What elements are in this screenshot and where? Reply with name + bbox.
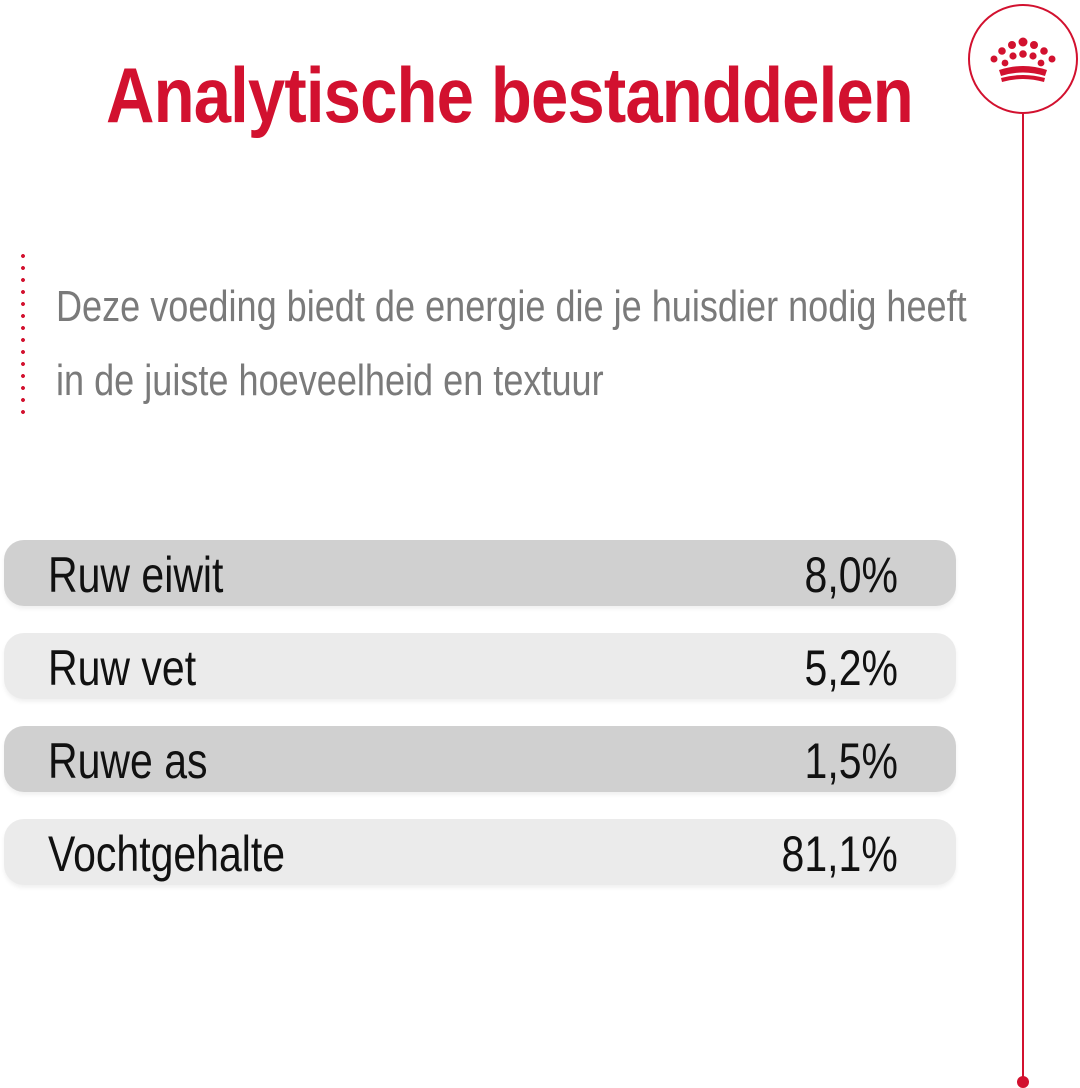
row-value: 1,5%	[804, 733, 898, 789]
intro-text	[56, 270, 974, 418]
analysis-row-moisture	[4, 819, 956, 885]
analysis-table	[4, 540, 956, 912]
intro-line-1: Deze voeding biedt de energie die je huisdier nodig heeft	[56, 282, 967, 331]
dotted-accent-line	[20, 250, 26, 415]
row-label: Ruwe as	[48, 733, 208, 789]
row-value: 81,1%	[781, 826, 898, 882]
analysis-row-ash	[4, 726, 956, 792]
row-value: 5,2%	[804, 640, 898, 696]
line-end-dot	[1017, 1076, 1029, 1088]
page-title: Analytische bestanddelen	[106, 51, 913, 139]
analysis-row-protein	[4, 540, 956, 606]
crown-logo-icon	[983, 36, 1063, 86]
decorative-vertical-line	[1022, 114, 1024, 1082]
row-label: Vochtgehalte	[48, 826, 286, 882]
row-label: Ruw vet	[48, 640, 197, 696]
brand-badge	[968, 4, 1078, 114]
row-value: 8,0%	[804, 547, 898, 603]
row-label: Ruw eiwit	[48, 547, 224, 603]
intro-line-2: in de juiste hoeveelheid en textuur	[56, 356, 604, 405]
analysis-row-fat	[4, 633, 956, 699]
